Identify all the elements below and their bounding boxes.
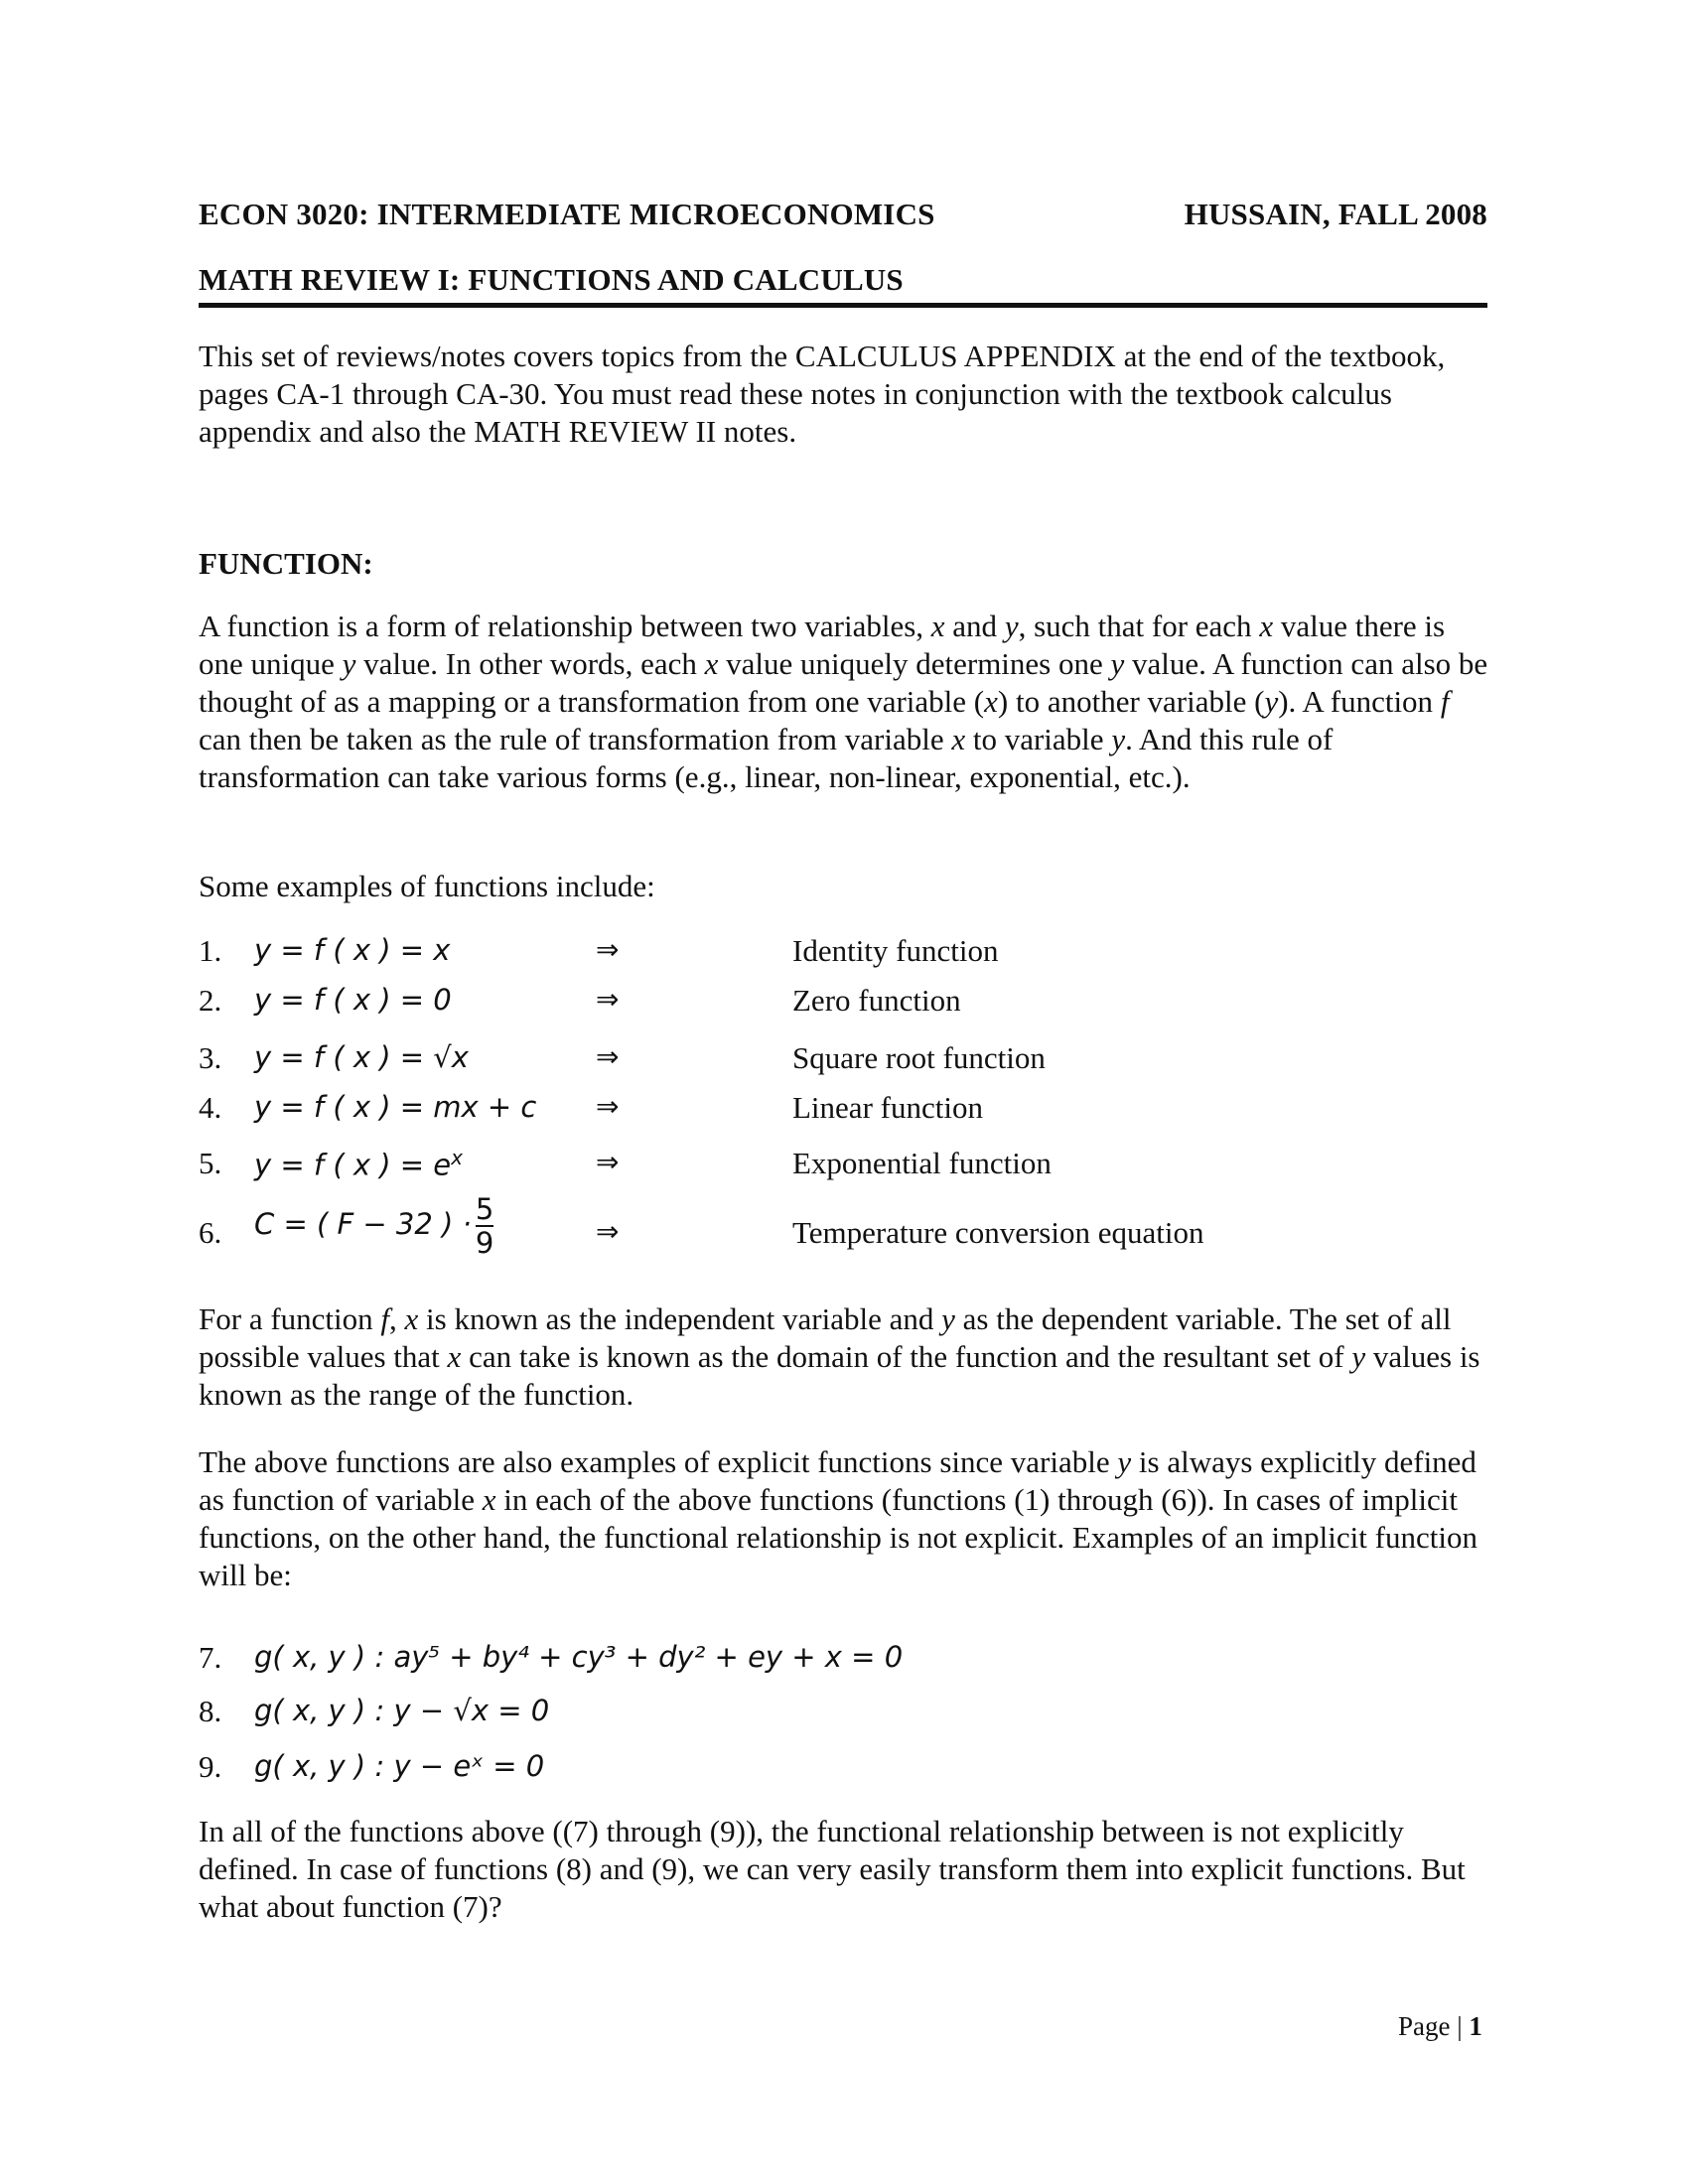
example-description: Linear function [792, 1090, 983, 1125]
example-equation: y = f ( x ) = $e^x$ [254, 1146, 463, 1182]
example-row [199, 1192, 1489, 1260]
example-description: Square root function [792, 1040, 1046, 1075]
example-equation: y = f ( x ) = 0 [254, 983, 452, 1017]
example-description: Temperature conversion equation [792, 1215, 1204, 1250]
implies-arrow-icon: ⇒ [596, 1040, 620, 1073]
example-row [199, 983, 1489, 1023]
implicit-number: 8. [199, 1694, 222, 1728]
example-number: 3. [199, 1040, 222, 1075]
explicit-functions-paragraph: The above functions are also examples of explicit functions since variable y is always explicitly defined as function of variable x in each of the above functions (functions (1) through (6)). In cases of implicit functions, on the other hand, the functional relationship is not explicit. Examples of an implicit function will be: [199, 1444, 1477, 1592]
implicit-row [199, 1694, 1489, 1733]
example-number: 6. [199, 1215, 222, 1250]
example-equation: y = f ( x ) = mx + c [254, 1090, 537, 1124]
example-description: Exponential function [792, 1146, 1052, 1180]
implies-arrow-icon: ⇒ [596, 1146, 620, 1178]
implies-arrow-icon: ⇒ [596, 933, 620, 966]
example-number: 1. [199, 933, 222, 968]
closing-paragraph: In all of the functions above ((7) through (9)), the functional relationship between is not explicitly defined. In case of functions (8) and (9), we can very easily transform them into explicit functions. But what about function (7)? [199, 1814, 1466, 1924]
example-number: 5. [199, 1146, 222, 1180]
example-equation: y = f ( x ) = x [254, 933, 451, 967]
implicit-number: 9. [199, 1749, 222, 1784]
example-description: Identity function [792, 933, 999, 968]
example-description: Zero function [792, 983, 961, 1018]
example-row [199, 933, 1489, 973]
function-definition-paragraph: A function is a form of relationship between two variables, x and y, such that for each x value there is one unique y value. In other words, each x value uniquely determines one y value. A function can also be thought of as a mapping or a transformation from one variable (x) to another variable (y). A function f can then be taken as the rule of transformation from variable x to variable y. And this rule of transformation can take various forms (e.g., linear, non-linear, exponential, etc.). [199, 609, 1488, 794]
implicit-equation: g( x, y ) : ay⁵ + by⁴ + cy³ + dy² + ey + x = 0 [254, 1640, 904, 1674]
fraction: $\frac{5}{9}$ [475, 1192, 494, 1260]
intro-paragraph: This set of reviews/notes covers topics from the CALCULUS APPENDIX at the end of the textbook, pages CA-1 through CA-30. You must read these notes in conjunction with the textbook calculus appendix and also the MATH REVIEW II notes. [199, 339, 1446, 449]
example-row [199, 1040, 1489, 1080]
implicit-row [199, 1749, 1489, 1789]
implies-arrow-icon: ⇒ [596, 1215, 620, 1248]
example-row [199, 1146, 1489, 1185]
examples-intro: Some examples of functions include: [199, 869, 655, 903]
domain-range-paragraph: For a function f, x is known as the independent variable and y as the dependent variable. The set of all possible values that x can take is known as the domain of the function and the resultant set of y values is known as the range of the function. [199, 1301, 1480, 1412]
document-subtitle: MATH REVIEW I: FUNCTIONS AND CALCULUS [199, 262, 904, 297]
course-title: ECON 3020: INTERMEDIATE MICROECONOMICS [199, 197, 935, 231]
page-number: Page | 1 [1398, 2011, 1482, 2041]
example-number: 2. [199, 983, 222, 1018]
document-header [199, 197, 1487, 232]
instructor-term: HUSSAIN, FALL 2008 [1184, 197, 1487, 231]
implies-arrow-icon: ⇒ [596, 1090, 620, 1123]
example-equation: C = ( F − 32 ) · $\frac{5}{9}$ [254, 1192, 494, 1260]
example-row [199, 1090, 1489, 1130]
implicit-row [199, 1640, 1489, 1680]
implies-arrow-icon: ⇒ [596, 983, 620, 1016]
implicit-number: 7. [199, 1640, 222, 1675]
example-equation: y = f ( x ) = √x [254, 1040, 469, 1074]
header-divider [199, 303, 1487, 308]
section-heading-function: FUNCTION: [199, 546, 373, 581]
implicit-equation: g( x, y ) : y − √x = 0 [254, 1694, 550, 1727]
implicit-equation: g( x, y ) : y − eˣ = 0 [254, 1749, 545, 1783]
example-number: 4. [199, 1090, 222, 1125]
